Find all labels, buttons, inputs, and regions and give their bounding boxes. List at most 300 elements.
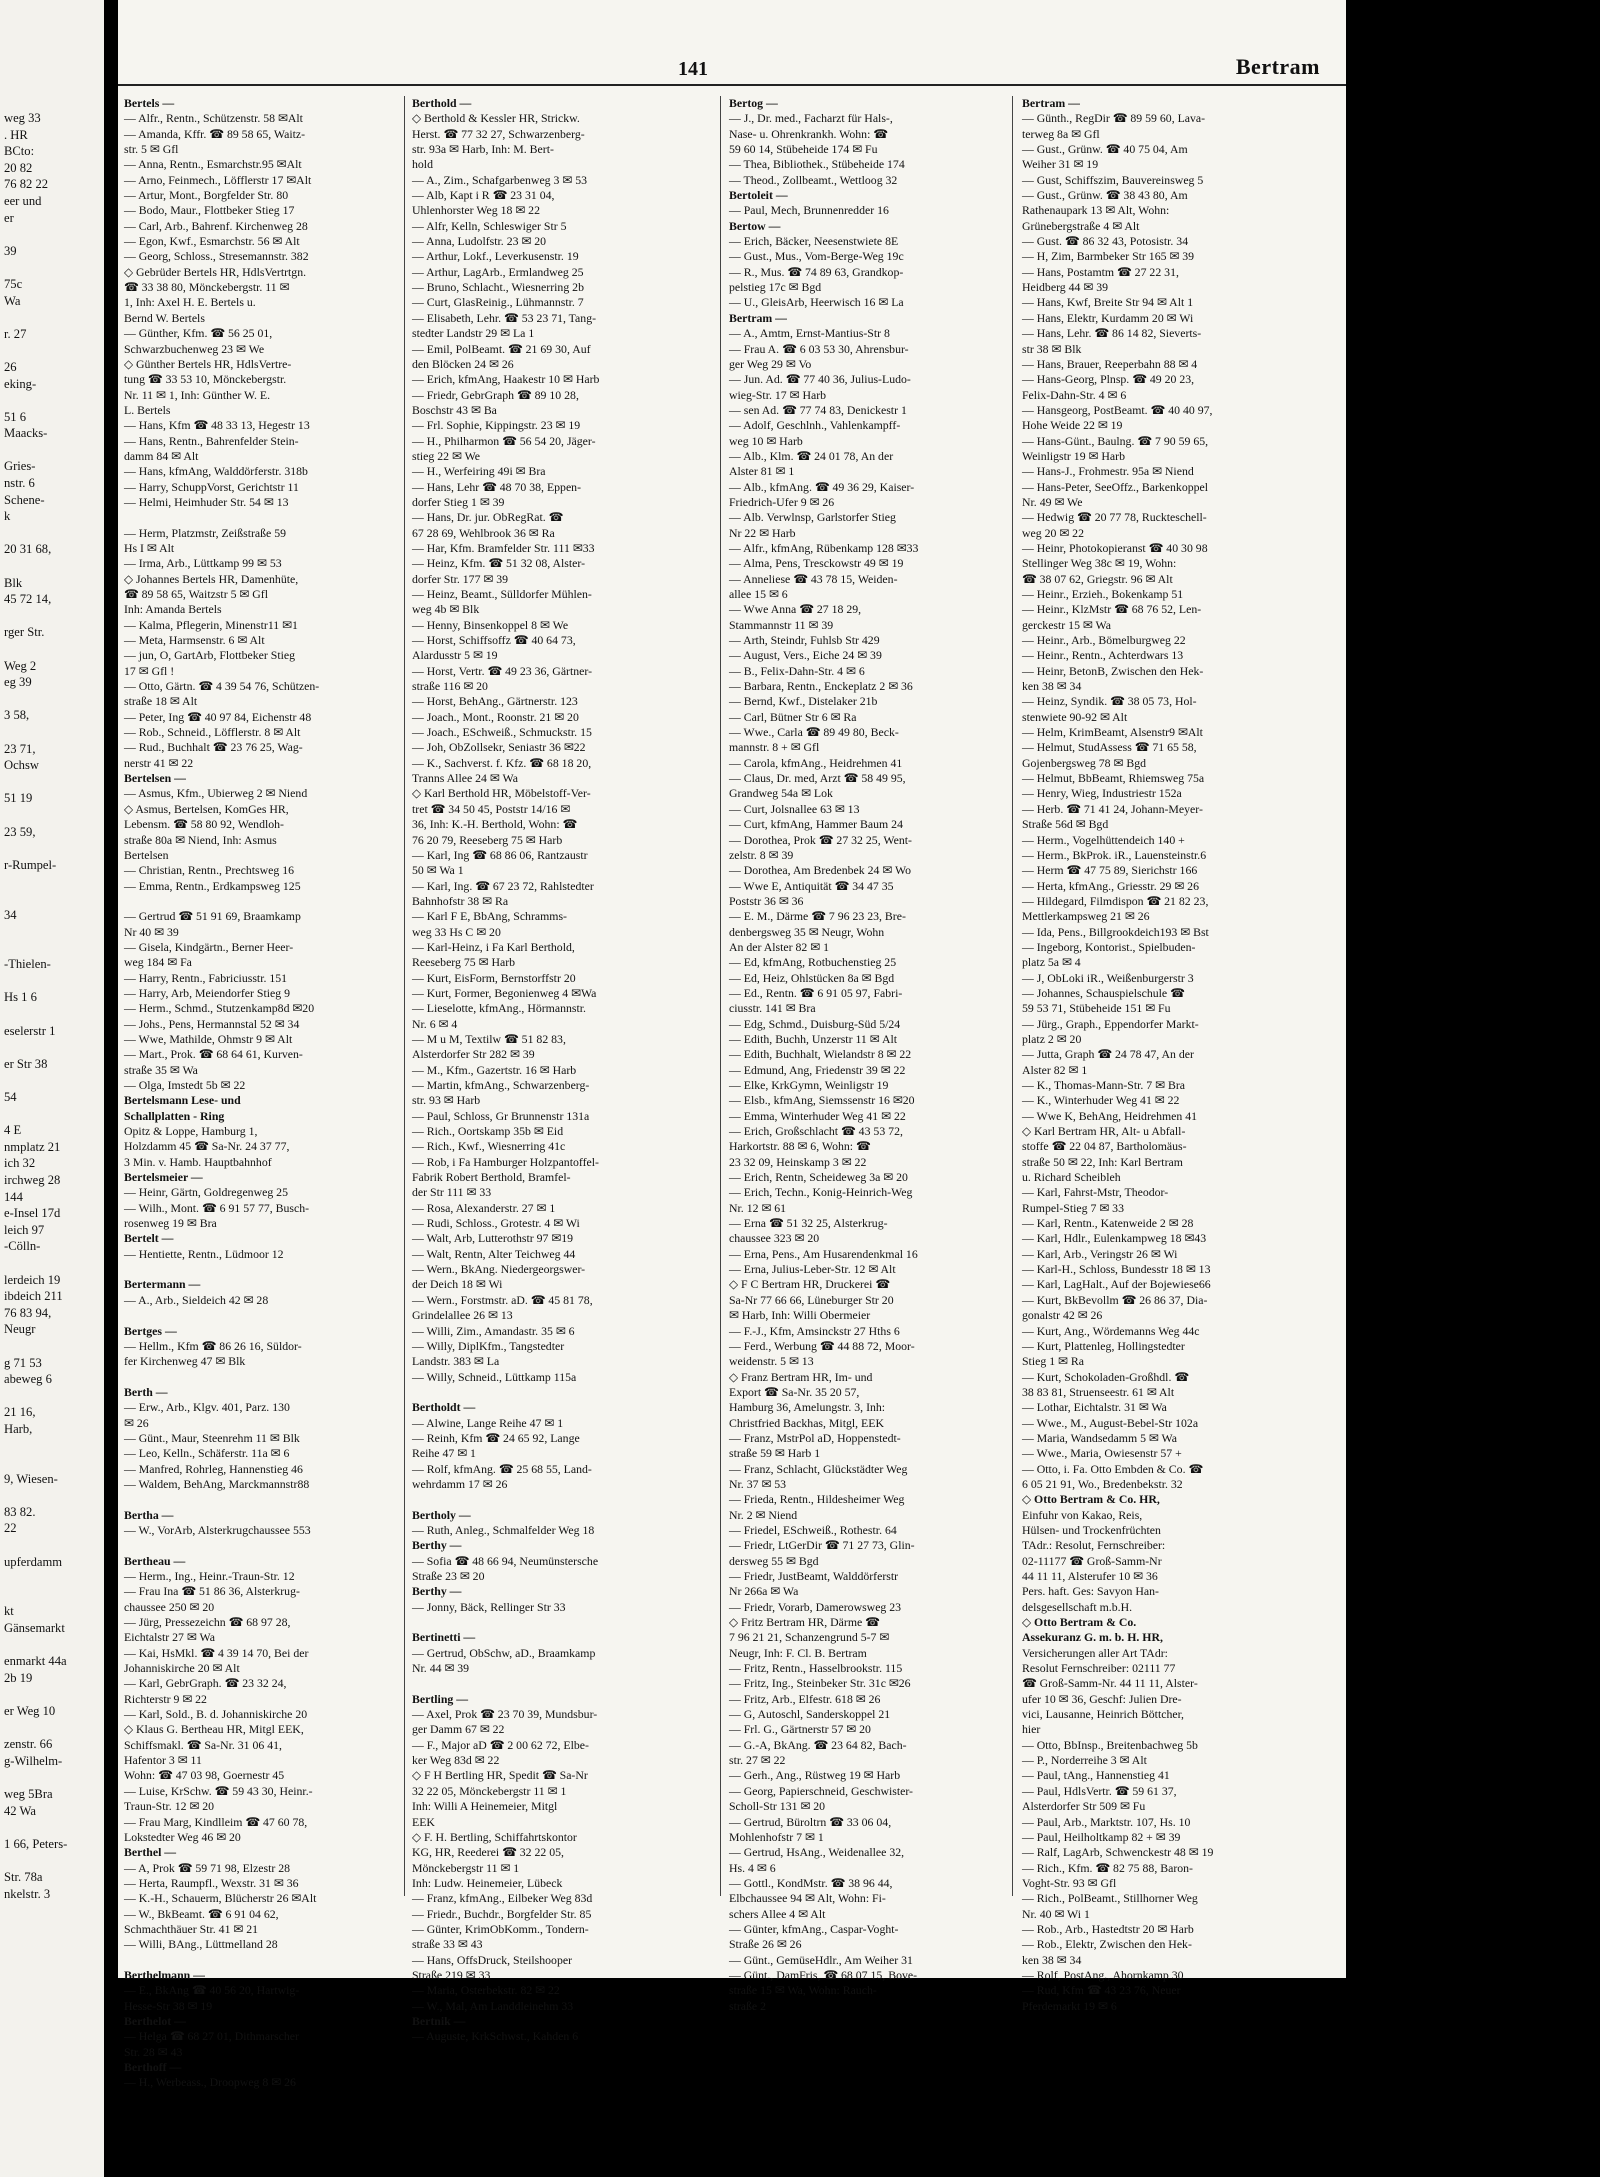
previous-page-strip	[0, 0, 104, 2177]
directory-entry-line: ger Damm 67 ✉ 22	[412, 1722, 505, 1737]
directory-entry-line: Nr. 37 ✉ 53	[729, 1476, 787, 1491]
directory-entry-line: — Arno, Feinmech., Löfflerstr 17 ✉Alt	[124, 172, 312, 187]
surname-heading: Berthoff —	[124, 2060, 182, 2074]
directory-entry-line: 76 20 79, Reeseberg 75 ✉ Harb	[412, 832, 563, 847]
directory-entry-line: — Wwe K, BehAng, Heidrehmen 41	[1022, 1108, 1198, 1123]
directory-entry-line: — Kurt, Schokoladen-Großhdl. ☎	[1022, 1369, 1190, 1384]
directory-entry-line: — Harry, SchuppVorst, Gerichtstr 11	[124, 479, 299, 494]
directory-entry-line: — A., Arb., Sieldeich 42 ✉ 28	[124, 1292, 269, 1307]
directory-entry-line: Bertelsen	[124, 847, 169, 862]
surname-heading: Berthy —	[412, 1584, 462, 1599]
directory-entry-line: Nr. 44 ✉ 39	[412, 1661, 470, 1676]
directory-entry-line: — Elke, KrkGymn, Weinligstr 19	[729, 1078, 889, 1092]
directory-entry-line: Friedrich-Ufer 9 ✉ 26	[729, 494, 835, 509]
directory-entry-line: Nr. 11 ✉ 1, Inh: Günther W. E.	[124, 387, 271, 402]
directory-entry-line: — F.-J., Kfm, Amsinckstr 27 Hths 6	[729, 1323, 900, 1338]
directory-entry-line: ☎ 33 38 80, Mönckebergstr. 11 ✉	[124, 280, 290, 295]
directory-entry-line: — Emil, PolBeamt. ☎ 21 69 30, Auf	[412, 341, 591, 356]
directory-entry-line: — Wern., Forstmstr. aD. ☎ 45 81 78,	[412, 1292, 593, 1307]
directory-entry-line: — Edith, Buchh, Unzerstr 11 ✉ Alt	[729, 1031, 898, 1046]
directory-entry-line: Johanniskirche 20 ✉ Alt	[124, 1661, 240, 1676]
directory-entry-line: — Christian, Rentn., Prechtsweg 16	[124, 863, 295, 878]
directory-entry-line: — Friedr, JustBeamt, Walddörferstr	[729, 1569, 899, 1583]
directory-entry-line: der Deich 18 ✉ Wi	[412, 1277, 503, 1292]
directory-entry-line: zelstr. 8 ✉ 39	[729, 847, 794, 862]
directory-entry-line: — Herm., BkProk. iR., Lauensteinstr.6	[1022, 847, 1207, 862]
directory-entry-line: Rathenaupark 13 ✉ Alt, Wohn:	[1022, 203, 1170, 218]
directory-entry-line: mannstr. 8 + ✉ Gfl	[729, 740, 820, 755]
directory-entry-line: chaussee 323 ✉ 20	[729, 1231, 820, 1246]
directory-entry-line: — Rud., Buchhalt ☎ 23 76 25, Wag-	[124, 740, 303, 755]
directory-entry-line: — Horst, Vertr. ☎ 49 23 36, Gärtner-	[412, 663, 593, 678]
directory-column-2	[412, 96, 684, 2044]
directory-entry-line: — Leo, Kelln., Schäferstr. 11a ✉ 6	[124, 1446, 290, 1461]
directory-entry-line: — Henny, Binsenkoppel 8 ✉ We	[412, 617, 569, 632]
directory-entry-line: Lebensm. ☎ 58 80 92, Wendloh-	[124, 817, 284, 832]
spacer-line	[412, 1615, 684, 1630]
directory-entry-line: — Wwe., Maria, Owiesenstr 57 +	[1022, 1446, 1182, 1461]
directory-entry-line: — Otto, i. Fa. Otto Embden & Co. ☎	[1022, 1461, 1204, 1476]
directory-entry-line: chaussee 250 ✉ 20	[124, 1599, 215, 1614]
surname-heading: Bertholdt —	[412, 1400, 476, 1415]
directory-entry-line: — Ferd., Werbung ☎ 44 88 72, Moor-	[729, 1338, 915, 1353]
directory-entry-line: Heidberg 44 ✉ 39	[1022, 280, 1109, 295]
directory-entry-line: — Jürg., Graph., Eppendorfer Markt-	[1022, 1016, 1199, 1031]
directory-entry-line: ✉ Harb, Inh: Willi Obermeier	[729, 1308, 871, 1323]
directory-entry-line: — Herm., Vogelhüttendeich 140 +	[1022, 832, 1185, 847]
directory-entry-line: — Karl, Sold., B. d. Johanniskirche 20	[124, 1707, 308, 1722]
directory-column-4	[1022, 96, 1322, 2013]
directory-entry-line: fer Kirchenweg 47 ✉ Blk	[124, 1354, 246, 1369]
directory-entry-line: Resolut Fernschreiber: 02111 77	[1022, 1661, 1176, 1676]
directory-entry-line: str. 5 ✉ Gfl	[124, 142, 179, 157]
directory-entry-line: — Erna ☎ 51 32 25, Alsterkrug-	[729, 1216, 888, 1231]
directory-entry-line: — Curt, GlasReinig., Lühmannstr. 7	[412, 295, 584, 310]
directory-entry-line: platz 2 ✉ 20	[1022, 1031, 1082, 1046]
directory-entry-line: Holzdamm 45 ☎ Sa-Nr. 24 37 77,	[124, 1139, 290, 1154]
directory-entry-line: — Heinr, Photokopieranst ☎ 40 30 98	[1022, 540, 1208, 555]
directory-entry-line: — H, Zim, Barmbeker Str 165 ✉ 39	[1022, 249, 1195, 264]
directory-entry-line: ufer 10 ✉ 36, Geschf: Julien Dre-	[1022, 1691, 1182, 1706]
directory-entry-line: — Gertrud, ObSchw, aD., Braamkamp	[412, 1645, 596, 1660]
directory-entry-line: terweg 8a ✉ Gfl	[1022, 126, 1100, 141]
directory-entry-line: — Ida, Pens., Billgrookdeich193 ✉ Bst	[1022, 924, 1209, 939]
directory-column-1	[124, 96, 396, 2090]
directory-entry-line: tret ☎ 34 50 45, Poststr 14/16 ✉	[412, 801, 571, 816]
surname-heading: Bertels —	[124, 96, 175, 110]
directory-entry-line: Alsterdorfer Str 282 ✉ 39	[412, 1047, 535, 1062]
directory-entry-line: — Egon, Kwf., Esmarchstr. 56 ✉ Alt	[124, 234, 300, 249]
directory-entry-line: 44 11 11, Alsterufer 10 ✉ 36	[1022, 1569, 1158, 1583]
directory-entry-line: Nr 266a ✉ Wa	[729, 1584, 799, 1599]
directory-entry-line: — Karl F E, BbAng, Schramms-	[412, 909, 567, 924]
directory-entry-line: ◇ Günther Bertels HR, HdlsVertre-	[124, 356, 292, 371]
directory-entry-line: Grünebergstraße 4 ✉ Alt	[1022, 218, 1140, 233]
directory-entry-line: — Kai, HsMkl. ☎ 4 39 14 70, Bei der	[124, 1645, 309, 1660]
directory-entry-line: — J, ObLoki iR., Weißenburgerstr 3	[1022, 970, 1194, 985]
directory-entry-line: — Heinz, Kfm. ☎ 51 32 08, Alster-	[412, 556, 586, 571]
directory-entry-line: — Fritz, Ing., Steinbeker Str. 31c ✉26	[729, 1676, 911, 1691]
directory-entry-line: — Erich, Rentn, Scheideweg 3a ✉ 20	[729, 1170, 908, 1185]
directory-entry-line: — August, Vers., Eiche 24 ✉ 39	[729, 648, 882, 663]
directory-entry-line: Nr. 12 ✉ 61	[729, 1200, 787, 1215]
directory-entry-line: u. Richard Scheibleh	[1022, 1170, 1121, 1185]
directory-entry-line: straße 2	[729, 1998, 767, 2013]
directory-entry-line: — G.-A, BkAng. ☎ 23 64 82, Bach-	[729, 1737, 907, 1752]
directory-entry-line: — Wwe., M., August-Bebel-Str 102a	[1022, 1415, 1199, 1430]
directory-entry-line: ken 38 ✉ 34	[1022, 679, 1082, 694]
directory-entry-line: Str. 28 ✉ 43	[124, 2044, 183, 2059]
directory-entry-line: Straße 23 ✉ 20	[412, 1569, 485, 1583]
directory-entry-line: ☎ 38 07 62, Griegstr. 96 ✉ Alt	[1022, 571, 1173, 586]
directory-entry-line: — Kurt, EisForm, Bernstorffstr 20	[412, 970, 576, 985]
directory-entry-line: — Gust., Grünw. ☎ 38 43 80, Am	[1022, 188, 1188, 203]
directory-entry-line: Hesse-Str 38 ✉ 19	[124, 1998, 213, 2013]
directory-entry-line: ger Weg 29 ✉ Vo	[729, 356, 812, 371]
directory-entry-line: Mohlenhofstr 7 ✉ 1	[729, 1829, 824, 1844]
directory-entry-line: straße 15 ✉ Wa, Wohn: Rauch-	[729, 1983, 877, 1998]
directory-entry-line: — Heinr, BetonB, Zwischen den Hek-	[1022, 663, 1204, 678]
directory-entry-line: — A., Amtm, Ernst-Mantius-Str 8	[729, 326, 890, 341]
directory-entry-line: — Wwe, Mathilde, Ohmstr 9 ✉ Alt	[124, 1031, 293, 1046]
directory-entry-line: Bertelsmann Lese- und	[124, 1093, 241, 1108]
directory-entry-line: — Reinh, Kfm ☎ 24 65 92, Lange	[412, 1430, 580, 1445]
surname-heading: Bertow —	[729, 218, 781, 233]
directory-entry-line: — Dorothea, Prok ☎ 27 32 25, Went-	[729, 832, 912, 847]
directory-entry-line: straße 33 ✉ 43	[412, 1937, 483, 1952]
directory-entry-line: — Frl. Sophie, Kippingstr. 23 ✉ 19	[412, 418, 581, 433]
directory-entry-line: Opitz & Loppe, Hamburg 1,	[124, 1124, 258, 1139]
directory-entry-line: — Herta, kfmAng., Griesstr. 29 ✉ 26	[1022, 878, 1199, 893]
directory-entry-line: — Emma, Winterhuder Weg 41 ✉ 22	[729, 1108, 906, 1123]
surname-heading: Bertelsen —	[124, 771, 186, 786]
directory-entry-line: — Barbara, Rentn., Enckeplatz 2 ✉ 36	[729, 679, 913, 694]
directory-entry-line: — Alfr., Rentn., Schützenstr. 58 ✉Alt	[124, 111, 303, 126]
directory-entry-line: gerckestr 15 ✉ Wa	[1022, 617, 1111, 632]
directory-entry-line: — Paul, Heilholtkamp 82 + ✉ 39	[1022, 1829, 1181, 1844]
surname-heading: Bertermann —	[124, 1277, 201, 1292]
directory-entry-line: — Helmut, StudAssess ☎ 71 65 58,	[1022, 740, 1197, 755]
directory-entry-line: — jun, O, GartArb, Flottbeker Stieg	[124, 648, 296, 663]
directory-entry-line: 59 60 14, Stübeheide 174 ✉ Fu	[729, 142, 878, 157]
directory-entry-line: — A., Zim., Schafgarbenweg 3 ✉ 53	[412, 172, 588, 187]
directory-entry-line: — K., Sachverst. f. Kfz. ☎ 68 18 20,	[412, 755, 592, 770]
directory-entry-line: Inh: Ludw. Heinemeier, Lübeck	[412, 1875, 563, 1890]
directory-entry-line: str. 93 ✉ Harb	[412, 1093, 481, 1108]
directory-entry-line: — H., Werfeiring 49i ✉ Bra	[412, 464, 546, 479]
directory-entry-line: — Heinr., Erzieh., Bokenkamp 51	[1022, 587, 1184, 601]
directory-entry-line: — M u M, Textilw ☎ 51 82 83,	[412, 1031, 566, 1046]
directory-entry-line: — Hans, Lehr. ☎ 86 14 82, Sieverts-	[1022, 326, 1202, 341]
directory-entry-line: — Alb., kfmAng. ☎ 49 36 29, Kaiser-	[729, 479, 915, 494]
directory-entry-line: Einfuhr von Kakao, Reis,	[1022, 1507, 1143, 1522]
directory-entry-line: — Karl, Fahrst-Mstr, Theodor-	[1022, 1185, 1169, 1200]
directory-entry-line: — Kurt, Plattenleg, Hollingstedter	[1022, 1338, 1185, 1353]
directory-entry-line: — Friedr, LtGerDir ☎ 71 27 73, Glin-	[729, 1538, 915, 1553]
directory-entry-line: — B., Felix-Dahn-Str. 4 ✉ 6	[729, 663, 865, 678]
directory-entry-line: Alster 82 ✉ 1	[1022, 1062, 1088, 1077]
directory-entry-line: — Olga, Imstedt 5b ✉ 22	[124, 1078, 246, 1092]
directory-entry-line: — Willy, DiplKfm., Tangstedter	[412, 1338, 565, 1353]
directory-entry-line: weg 33 Hs C ✉ 20	[412, 924, 501, 939]
directory-entry-line: — Alwine, Lange Reihe 47 ✉ 1	[412, 1415, 564, 1430]
directory-entry-line: — Carl, Arb., Bahrenf. Kirchenweg 28	[124, 218, 308, 233]
book-gutter	[104, 0, 118, 2177]
page-number: 141	[678, 58, 708, 80]
directory-entry-line: wieg-Str. 17 ✉ Harb	[729, 387, 827, 402]
directory-entry-line: Gojenbergsweg 78 ✉ Bgd	[1022, 755, 1147, 770]
directory-entry-line: dersweg 55 ✉ Bgd	[729, 1553, 819, 1568]
directory-entry-line: Alardusstr 5 ✉ 19	[412, 648, 498, 663]
directory-entry-line: — H., Philharmon ☎ 56 54 20, Jäger-	[412, 433, 596, 448]
directory-entry-line: 67 28 69, Wehlbrook 36 ✉ Ra	[412, 525, 555, 540]
spacer-line	[124, 1492, 396, 1507]
directory-entry-line: — Herta, Raumpfl., Wexstr. 31 ✉ 36	[124, 1875, 299, 1890]
directory-entry-line: — Georg, Papierschneid, Geschwister-	[729, 1783, 913, 1798]
directory-entry-line: Poststr 36 ✉ 36	[729, 893, 804, 908]
surname-heading: Berthel —	[124, 1845, 177, 1860]
directory-entry-line: Wohn: ☎ 47 03 98, Goernestr 45	[124, 1768, 285, 1783]
directory-entry-line: — Hans, Kwf, Breite Str 94 ✉ Alt 1	[1022, 295, 1194, 310]
directory-entry-line: — K., Thomas-Mann-Str. 7 ✉ Bra	[1022, 1078, 1186, 1092]
directory-entry-line: — Paul, Schloss, Gr Brunnenstr 131a	[412, 1108, 590, 1123]
directory-entry-line: Scholl-Str 131 ✉ 20	[729, 1799, 826, 1814]
directory-entry-line: — Alb., Klm. ☎ 24 01 78, An der	[729, 448, 894, 463]
directory-entry-line: — Henry, Wieg, Industriestr 152a	[1022, 786, 1182, 801]
directory-entry-line: — Bodo, Maur., Flottbeker Stieg 17	[124, 203, 295, 218]
directory-entry-line: — Franz, MstrPol aD, Hoppenstedt-	[729, 1430, 901, 1445]
directory-entry-line: Schallplatten - Ring	[124, 1108, 225, 1123]
directory-entry-line: — Willy, Schneid., Lüttkamp 115a	[412, 1369, 577, 1384]
directory-entry-line: Stellinger Weg 38c ✉ 19, Wohn:	[1022, 556, 1177, 571]
directory-entry-line: — Gerh., Ang., Rüstweg 19 ✉ Harb	[729, 1768, 901, 1783]
directory-entry-line: — Curt, Jolsnallee 63 ✉ 13	[729, 801, 860, 816]
directory-entry-line: — G, Autoschl, Sanderskoppel 21	[729, 1707, 891, 1722]
directory-entry-line: Nr 40 ✉ 39	[124, 924, 179, 939]
spacer-line	[124, 1370, 396, 1385]
surname-heading: Berthelmann —	[124, 1967, 205, 1982]
directory-entry-line: 36, Inh: K.-H. Berthold, Wohn: ☎	[412, 817, 578, 832]
directory-entry-line: ◇ F H Bertling HR, Spedit ☎ Sa-Nr	[412, 1768, 588, 1783]
directory-entry-line: ◇ Gebrüder Bertels HR, HdlsVertrtgn.	[124, 264, 307, 279]
directory-entry-line: — U., GleisArb, Heerwisch 16 ✉ La	[729, 295, 904, 310]
directory-page	[118, 0, 1346, 2090]
directory-entry-line: — Kalma, Pflegerin, Minenstr11 ✉1	[124, 617, 298, 632]
surname-heading: Bertnik —	[412, 2013, 466, 2028]
directory-entry-line: — Rob., Arb., Hastedtstr 20 ✉ Harb	[1022, 1921, 1194, 1936]
surname-heading: Bertram —	[729, 310, 787, 325]
directory-entry-line: — Gust., Mus., Vom-Berge-Weg 19c	[729, 249, 904, 264]
directory-entry-line: — Jun. Ad. ☎ 77 40 36, Julius-Ludo-	[729, 372, 911, 387]
directory-entry-line: — F., Major aD ☎ 2 00 62 72, Elbe-	[412, 1737, 589, 1752]
directory-entry-line: — Hans-Peter, SeeOffz., Barkenkoppel	[1022, 479, 1209, 494]
directory-entry-line: Bahnhofstr 38 ✉ Ra	[412, 893, 509, 908]
directory-entry-line: — Ralf, LagArb, Schwenckestr 48 ✉ 19	[1022, 1845, 1214, 1860]
directory-entry-line: — Helm, KrimBeamt, Alsenstr9 ✉Alt	[1022, 725, 1203, 740]
directory-entry-line: 1, Inh: Axel H. E. Bertels u.	[124, 295, 256, 310]
directory-entry-line: — Herb. ☎ 71 41 24, Johann-Meyer-	[1022, 801, 1203, 816]
surname-heading: Bertha —	[124, 1507, 174, 1522]
directory-entry-line: ken 38 ✉ 34	[1022, 1952, 1082, 1967]
directory-entry-line: — Karl, Ing ☎ 68 86 06, Rantzaustr	[412, 847, 588, 862]
directory-entry-line: ◇ Karl Berthold HR, Möbelstoff-Ver-	[412, 786, 591, 801]
column-divider	[720, 96, 721, 1896]
directory-entry-line: — Rich., Oortskamp 35b ✉ Eid	[412, 1124, 564, 1139]
directory-entry-line: Reihe 47 ✉ 1	[412, 1446, 476, 1461]
directory-entry-line: — Otto, Gärtn. ☎ 4 39 54 76, Schützen-	[124, 679, 320, 694]
directory-entry-line: weg 20 ✉ 22	[1022, 525, 1084, 540]
directory-entry-line: Herst. ☎ 77 32 27, Schwarzenberg-	[412, 126, 585, 141]
directory-entry-line: — Herm ☎ 47 75 89, Sierichstr 166	[1022, 863, 1198, 878]
directory-entry-line: — Rolf, kfmAng. ☎ 25 68 55, Land-	[412, 1461, 592, 1476]
directory-entry-line: — Hans, Elektr, Kurdamm 20 ✉ Wi	[1022, 310, 1194, 325]
directory-entry-line: — Günter, kfmAng., Caspar-Voght-	[729, 1921, 899, 1936]
directory-entry-line: — Rud, Kfm ☎ 43 23 76, Neuer	[1022, 1983, 1181, 1998]
directory-entry-line: — Gertrud, HsAng., Weidenallee 32,	[729, 1845, 905, 1860]
directory-entry-line: TAdr.: Resolut, Fernschreiber:	[1022, 1538, 1166, 1553]
directory-entry-line: EEK	[412, 1814, 435, 1829]
directory-entry-line: — Erw., Arb., Klgv. 401, Parz. 130	[124, 1400, 290, 1415]
surname-heading: Bertinetti —	[412, 1630, 476, 1645]
directory-entry-line: — Franz, kfmAng., Eilbeker Weg 83d	[412, 1891, 593, 1906]
directory-entry-line: Weinligstr 19 ✉ Harb	[1022, 448, 1125, 463]
directory-entry-line: Tranns Allee 24 ✉ Wa	[412, 771, 518, 786]
directory-entry-line: — Erna, Julius-Leber-Str. 12 ✉ Alt	[729, 1262, 896, 1277]
directory-entry-line: Christfried Backhas, Mitgl, EEK	[729, 1415, 884, 1430]
directory-entry-line: — Günther, Kfm. ☎ 56 25 01,	[124, 326, 273, 341]
directory-entry-line: — Meta, Harmsenstr. 6 ✉ Alt	[124, 633, 265, 648]
directory-entry-line: — Horst, BehAng., Gärtnerstr. 123	[412, 694, 578, 709]
directory-entry-line: — Arthur, LagArb., Ermlandweg 25	[412, 264, 584, 279]
directory-entry-line: — Gottl., KondMstr. ☎ 38 96 44,	[729, 1875, 893, 1890]
spacer-line	[124, 1262, 396, 1277]
directory-entry-line: — Walt, Arb, Lutterothstr 97 ✉19	[412, 1231, 574, 1246]
directory-entry-line: ker Weg 83d ✉ 22	[412, 1753, 500, 1768]
directory-entry-line: Reeseberg 75 ✉ Harb	[412, 955, 516, 970]
directory-entry-line: — Harry, Arb, Meiendorfer Stieg 9	[124, 985, 290, 1000]
directory-entry-line: Voght-Str. 93 ✉ Gfl	[1022, 1875, 1117, 1890]
directory-entry-line: Inh: Willi A Heinemeier, Mitgl	[412, 1799, 558, 1814]
directory-entry-line: — Axel, Prok ☎ 23 70 39, Mundsbur-	[412, 1707, 598, 1722]
directory-entry-line: — Hildegard, Filmdispon ☎ 21 82 23,	[1022, 893, 1209, 908]
directory-entry-line: — Georg, Schloss., Stresemannstr. 382	[124, 249, 309, 264]
directory-entry-line: — Edg, Schmd., Duisburg-Süd 5/24	[729, 1016, 901, 1031]
directory-entry-line: — Alma, Pens, Tresckowstr 49 ✉ 19	[729, 556, 904, 571]
directory-entry-line: — K.-H., Schauerm, Blücherstr 26 ✉Alt	[124, 1891, 317, 1906]
directory-entry-line: — Rosa, Alexanderstr. 27 ✉ 1	[412, 1200, 556, 1215]
directory-entry-line: — Emma, Rentn., Erdkampsweg 125	[124, 878, 301, 893]
directory-entry-line: straße 50 ✉ 22, Inh: Karl Bertram	[1022, 1154, 1183, 1169]
directory-entry-line: — Günter, KrimObKomm., Tondern-	[412, 1921, 589, 1936]
directory-entry-line: — Alb. Verwlnsp, Garlstorfer Stieg	[729, 510, 896, 525]
directory-entry-line: An der Alster 82 ✉ 1	[729, 939, 829, 954]
directory-entry-line: Nr. 49 ✉ We	[1022, 494, 1083, 509]
directory-entry-line: — Arth, Steindr, Fuhlsb Str 429	[729, 633, 880, 648]
directory-entry-line: gonalstr 42 ✉ 26	[1022, 1308, 1103, 1323]
directory-entry-line: Weiher 31 ✉ 19	[1022, 157, 1099, 172]
directory-entry-line: pelstieg 17c ✉ Bgd	[729, 280, 822, 295]
directory-entry-line: — Maria, Osterbekstr. 82 ✉ 22	[412, 1983, 560, 1998]
directory-entry-line: — Karl, Rentn., Katenweide 2 ✉ 28	[1022, 1216, 1194, 1231]
directory-entry-line: — Edith, Buchhalt, Wielandstr 8 ✉ 22	[729, 1047, 912, 1062]
spacer-line	[124, 894, 396, 909]
directory-entry-line: — Wwe E, Antiquität ☎ 34 47 35	[729, 878, 894, 893]
directory-entry-line: straße 80a ✉ Niend, Inh: Asmus	[124, 832, 277, 847]
directory-entry-line: — Mart., Prok. ☎ 68 64 61, Kurven-	[124, 1047, 303, 1062]
directory-entry-line: Traun-Str. 12 ✉ 20	[124, 1799, 215, 1814]
directory-entry-line: — Wwe Anna ☎ 27 18 29,	[729, 602, 862, 617]
directory-entry-line: platz 5a ✉ 4	[1022, 955, 1081, 970]
directory-entry-line: — Joach., Mont., Roonstr. 21 ✉ 20	[412, 709, 579, 724]
directory-entry-line: Neugr, Inh: F. Cl. B. Bertram	[729, 1645, 867, 1660]
directory-entry-line: — Anneliese ☎ 43 78 15, Weiden-	[729, 571, 898, 586]
directory-entry-line: weg 10 ✉ Harb	[729, 433, 803, 448]
directory-entry-line: — Heinz, Beamt., Sülldorfer Mühlen-	[412, 587, 592, 601]
directory-entry-line: str. 93a ✉ Harb, Inh: M. Bert-	[412, 142, 554, 157]
directory-entry-line: — Wwe., Carla ☎ 89 49 80, Beck-	[729, 725, 899, 740]
surname-heading: Bertholy —	[412, 1507, 471, 1522]
directory-entry-line: — M., Kfm., Gazertstr. 16 ✉ Harb	[412, 1062, 577, 1077]
surname-heading: Berthelot —	[124, 2013, 186, 2028]
page-header	[118, 48, 1346, 86]
directory-entry-line: — Alfr., kfmAng, Rübenkamp 128 ✉33	[729, 540, 919, 555]
directory-entry-line: dorfer Str. 177 ✉ 39	[412, 571, 509, 586]
directory-entry-line: — W., BkBeamt. ☎ 6 91 04 62,	[124, 1906, 279, 1921]
directory-entry-line: — Paul, Mech, Brunnenredder 16	[729, 203, 889, 218]
directory-entry-line: Alster 81 ✉ 1	[729, 464, 795, 479]
directory-entry-line: tung ☎ 33 53 10, Mönckebergstr.	[124, 372, 287, 387]
directory-entry-line: — Kurt, Ang., Wördemanns Weg 44c	[1022, 1323, 1200, 1338]
directory-entry-line: delsgesellschaft m.b.H.	[1022, 1599, 1133, 1614]
directory-entry-line: — Franz, Schlacht, Glückstädter Weg	[729, 1461, 908, 1476]
directory-entry-line: Hülsen- und Trockenfrüchten	[1022, 1522, 1161, 1537]
directory-entry-line: — Erich, Bäcker, Neesenstwiete 8E	[729, 234, 899, 249]
directory-entry-line: — R., Mus. ☎ 74 89 63, Grandkop-	[729, 264, 904, 279]
directory-entry-line: — Heinz, Syndik. ☎ 38 05 73, Hol-	[1022, 694, 1197, 709]
directory-entry-line: Hs I ✉ Alt	[124, 540, 175, 555]
directory-entry-line: — Hans, Postamtm ☎ 27 22 31,	[1022, 264, 1179, 279]
directory-entry-line: Straße 219 ✉ 33	[412, 1967, 491, 1982]
directory-entry-line: 38 83 81, Struenseestr. 61 ✉ Alt	[1022, 1384, 1175, 1399]
directory-entry-line: — Elisabeth, Lehr. ☎ 53 23 71, Tang-	[412, 310, 597, 325]
directory-entry-line: — Gertrud ☎ 51 91 69, Braamkamp	[124, 909, 301, 924]
directory-entry-line: Schmachthäuer Str. 41 ✉ 21	[124, 1921, 259, 1936]
directory-entry-line: — Paul, tAng., Hannenstieg 41	[1022, 1768, 1170, 1783]
column-divider	[404, 96, 405, 1896]
directory-entry-line: — Helmut, BbBeamt, Rhiemsweg 75a	[1022, 771, 1205, 786]
directory-entry-line: Export ☎ Sa-Nr. 35 20 57,	[729, 1384, 860, 1399]
directory-entry-line: — Rolf, PostAng., Ahornkamp 30	[1022, 1967, 1184, 1982]
directory-entry-line: — Kurt, BkBevollm ☎ 26 86 37, Dia-	[1022, 1292, 1208, 1307]
page-heading: Bertram	[1235, 54, 1320, 79]
directory-entry-line: — Erich, Großschlacht ☎ 43 53 72,	[729, 1124, 903, 1139]
directory-entry-line: — Friedel, ESchweiß., Rothestr. 64	[729, 1522, 897, 1537]
surname-heading: Berthold —	[412, 96, 472, 110]
directory-entry-line: — sen Ad. ☎ 77 74 83, Denickestr 1	[729, 402, 907, 417]
directory-entry-line: straße 59 ✉ Harb 1	[729, 1446, 821, 1461]
directory-entry-line: — Helga ☎ 68 27 01, Dithmarscher	[124, 2029, 299, 2044]
directory-entry-line: Harkortstr. 88 ✉ 6, Wohn: ☎	[729, 1139, 871, 1154]
directory-entry-line: — Frau A. ☎ 6 03 53 30, Ahrensbur-	[729, 341, 909, 356]
directory-entry-line: — Willi, Zim., Amandastr. 35 ✉ 6	[412, 1323, 575, 1338]
directory-entry-line: stenwiete 90-92 ✉ Alt	[1022, 709, 1128, 724]
directory-entry-line: — Rob, i Fa Hamburger Holzpantoffel-	[412, 1154, 599, 1169]
directory-entry-line: damm 84 ✉ Alt	[124, 448, 199, 463]
directory-entry-line: 02-11177 ☎ Groß-Samm-Nr	[1022, 1553, 1162, 1568]
directory-entry-line: — Hans, Lehr ☎ 48 70 38, Eppen-	[412, 479, 582, 494]
directory-entry-line: Hafentor 3 ✉ 11	[124, 1753, 202, 1768]
directory-entry-line: Straße 56d ✉ Bgd	[1022, 817, 1109, 832]
